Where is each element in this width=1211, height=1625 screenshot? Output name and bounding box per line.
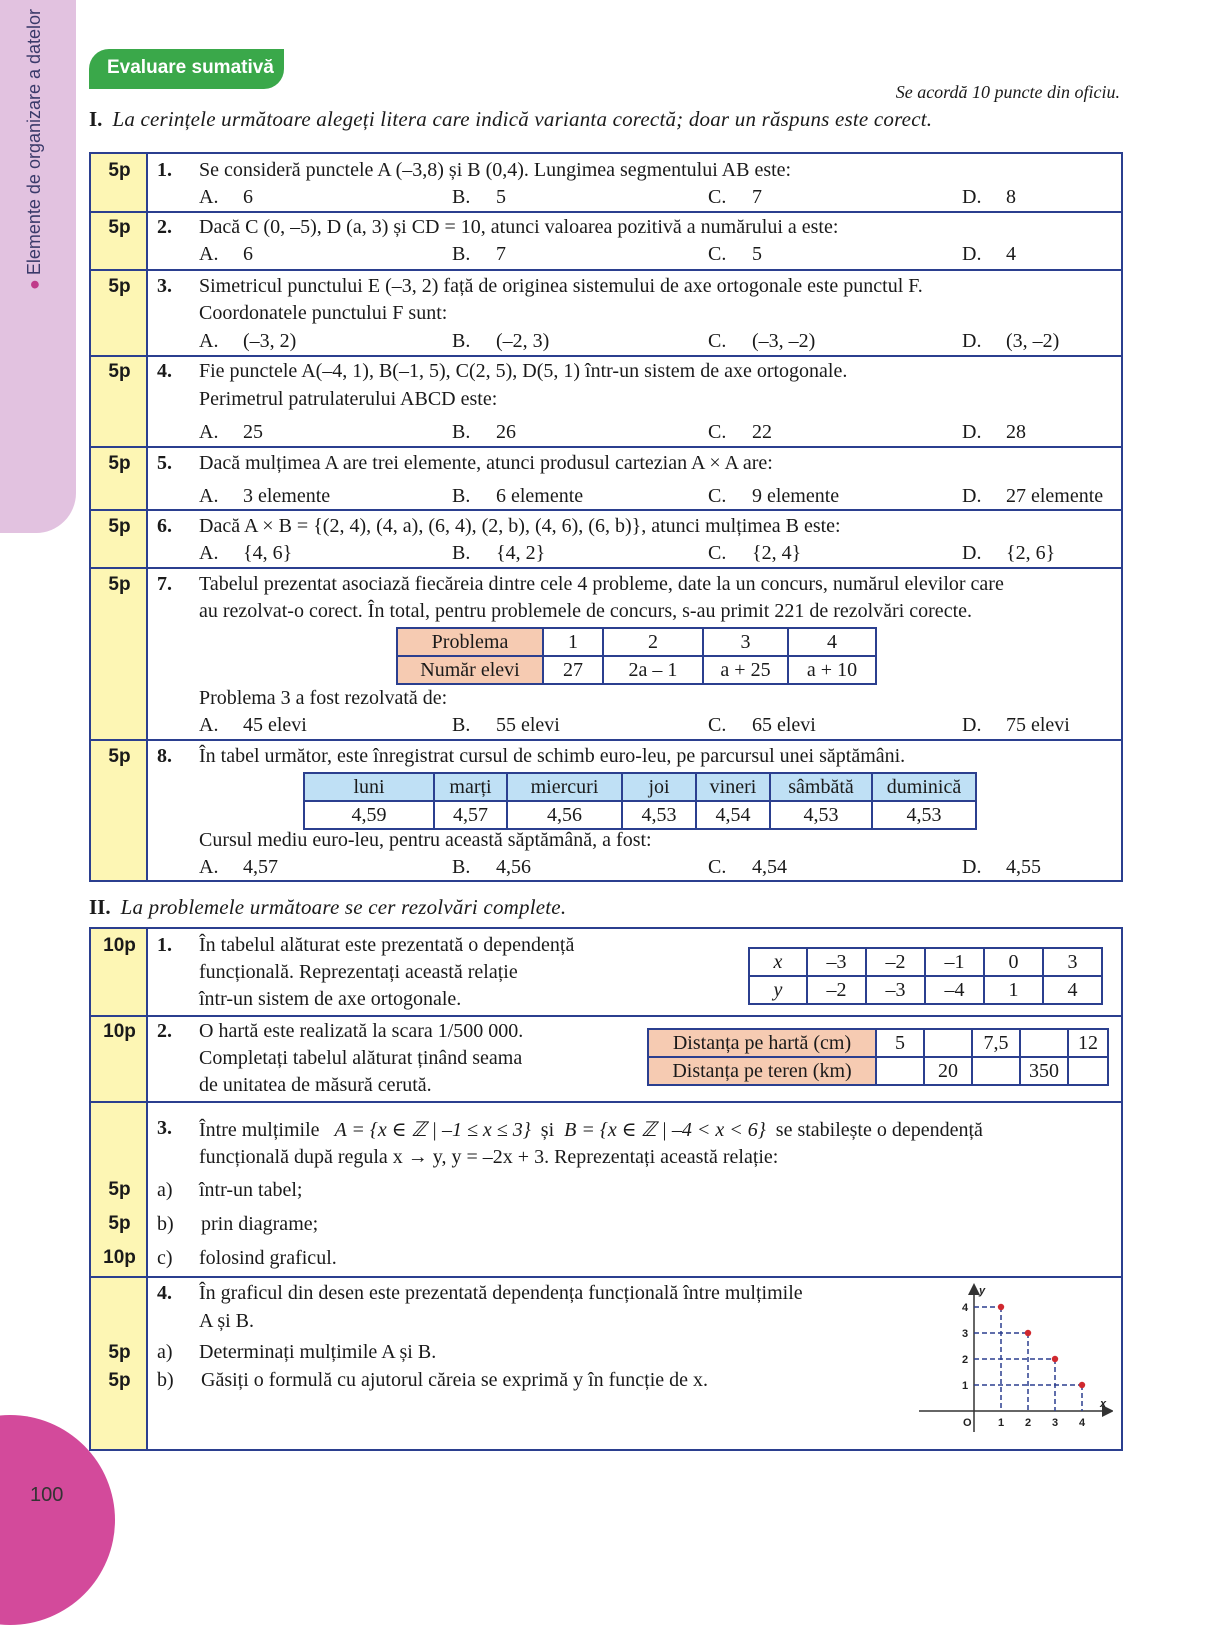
cell: 3 bbox=[1043, 948, 1102, 976]
cell: 1 bbox=[984, 976, 1043, 1004]
points: 5p bbox=[108, 361, 131, 382]
subitem-label: c) bbox=[157, 1247, 173, 1269]
graph-point bbox=[1025, 1330, 1031, 1336]
option-b[interactable]: B. {4, 2} bbox=[452, 542, 546, 564]
question-number: 6. bbox=[157, 515, 172, 537]
points: 5p bbox=[108, 276, 131, 297]
cell[interactable]: 5 bbox=[876, 1029, 924, 1057]
cell[interactable] bbox=[924, 1029, 972, 1057]
points: 10p bbox=[103, 1021, 136, 1042]
section-1-heading: I. La cerințele următoare alegeți litera care indică varianta corectă; doar un răspuns este corect. bbox=[89, 107, 933, 131]
cell: –2 bbox=[866, 948, 925, 976]
option-b[interactable]: B. 6 elemente bbox=[452, 485, 584, 507]
cell[interactable]: 7,5 bbox=[972, 1029, 1020, 1057]
day-cell: duminică bbox=[872, 773, 976, 801]
cell: –4 bbox=[925, 976, 984, 1004]
subitem-text: folosind graficul. bbox=[199, 1247, 337, 1269]
cell: –3 bbox=[807, 948, 866, 976]
problem-number: 4. bbox=[157, 1282, 172, 1304]
y-tick-label: 4 bbox=[962, 1302, 969, 1314]
question-text-line-1: Fie punctele A(–4, 1), B(–1, 5), C(2, 5), D(5, 1) într-un sistem de axe ortogonale. bbox=[199, 360, 848, 382]
cell: 4 bbox=[788, 628, 876, 656]
question-text: Dacă mulțimea A are trei elemente, atunci produsul cartezian A × A are: bbox=[199, 452, 773, 474]
cell: a + 25 bbox=[703, 656, 788, 684]
set-a: A = {x ∈ ℤ | –1 ≤ x ≤ 3} bbox=[334, 1119, 531, 1141]
cell: 3 bbox=[703, 628, 788, 656]
question-text: În tabel următor, este înregistrat cursul de schimb euro-leu, pe parcursul unei săptămâni. bbox=[199, 745, 906, 767]
question-number: 5. bbox=[157, 452, 172, 474]
option-a[interactable]: A. 25 bbox=[199, 421, 263, 443]
problem-text-line-3: de unitatea de măsură cerută. bbox=[199, 1074, 432, 1096]
cell: –1 bbox=[925, 948, 984, 976]
subitem-label: a) bbox=[157, 1341, 173, 1363]
problem-number: 1. bbox=[157, 934, 172, 956]
question-7 bbox=[91, 567, 1121, 741]
y-tick-label: 3 bbox=[962, 1328, 969, 1340]
problems-section-table bbox=[89, 927, 1123, 1451]
cell[interactable]: 20 bbox=[924, 1057, 972, 1085]
cell: 2a – 1 bbox=[603, 656, 703, 684]
option-c[interactable]: C. (–3, –2) bbox=[708, 330, 816, 352]
header-cell: Număr elevi bbox=[397, 656, 543, 684]
problem-number: 2. bbox=[157, 1020, 172, 1042]
option-c[interactable]: C. 7 bbox=[708, 186, 762, 208]
rate-cell: 4,57 bbox=[434, 801, 507, 829]
multiple-choice-table bbox=[89, 152, 1123, 882]
subitem-text: Determinați mulțimile A și B. bbox=[199, 1341, 437, 1363]
page-number: 100 bbox=[30, 1484, 64, 1506]
question-text-line-3: Problema 3 a fost rezolvată de: bbox=[199, 687, 448, 709]
map-scale-table bbox=[647, 1028, 1109, 1086]
problem-text-line-2: A și B. bbox=[199, 1310, 255, 1332]
origin-label: O bbox=[963, 1417, 972, 1429]
option-b[interactable]: B. 26 bbox=[452, 421, 516, 443]
question-text: Dacă A × B = {(2, 4), (4, a), (6, 4), (2, b), (4, 6), (6, b)}, atunci mulțimea B este: bbox=[199, 515, 841, 537]
question-number: 2. bbox=[157, 216, 172, 238]
points: 5p bbox=[108, 1370, 131, 1391]
question-8 bbox=[91, 739, 1121, 880]
option-b[interactable]: B. 55 elevi bbox=[452, 714, 560, 736]
question-number: 3. bbox=[157, 275, 172, 297]
question-number: 1. bbox=[157, 159, 172, 181]
graph-point bbox=[1079, 1382, 1085, 1388]
header-cell: Distanța pe hartă (cm) bbox=[648, 1029, 876, 1057]
problem-text-line-2: funcțională după regula x → y, y = –2x + 3. Reprezentați această relație: bbox=[199, 1146, 779, 1168]
section-badge: Evaluare sumativă bbox=[89, 49, 284, 89]
points: 5p bbox=[108, 1213, 131, 1234]
subitem-label: b) bbox=[157, 1369, 174, 1391]
question-3 bbox=[91, 269, 1121, 357]
cell[interactable] bbox=[1068, 1057, 1108, 1085]
option-d[interactable]: D. 27 elemente bbox=[962, 485, 1104, 507]
points: 5p bbox=[108, 160, 131, 181]
option-b[interactable]: B. 4,56 bbox=[452, 856, 531, 878]
question-number: 4. bbox=[157, 360, 172, 382]
problems-table bbox=[396, 627, 877, 685]
cell[interactable] bbox=[1020, 1029, 1068, 1057]
subitem-text: Găsiți o formulă cu ajutorul căreia se exprimă y în funcție de x. bbox=[201, 1369, 709, 1391]
bonus-points-note: Se acordă 10 puncte din oficiu. bbox=[895, 82, 1120, 102]
graph-point bbox=[998, 1304, 1004, 1310]
cell: –2 bbox=[807, 976, 866, 1004]
x-tick-label: 3 bbox=[1052, 1417, 1059, 1429]
day-cell: vineri bbox=[696, 773, 770, 801]
cell: a + 10 bbox=[788, 656, 876, 684]
option-b[interactable]: B. 5 bbox=[452, 186, 506, 208]
y-tick-label: 1 bbox=[962, 1380, 969, 1392]
function-graph bbox=[913, 1280, 1113, 1440]
option-c[interactable]: C. 4,54 bbox=[708, 856, 787, 878]
cell[interactable]: 350 bbox=[1020, 1057, 1068, 1085]
question-2 bbox=[91, 211, 1121, 271]
chapter-title: ●Elemente de organizare a datelor bbox=[24, 8, 44, 290]
question-4 bbox=[91, 355, 1121, 448]
rate-cell: 4,54 bbox=[696, 801, 770, 829]
option-d[interactable]: D. (3, –2) bbox=[962, 330, 1060, 352]
option-c[interactable]: C. 65 elevi bbox=[708, 714, 816, 736]
problem-2 bbox=[91, 1015, 1121, 1103]
header-cell: x bbox=[749, 948, 807, 976]
subitem-label: a) bbox=[157, 1179, 173, 1201]
option-d[interactable]: D. 4 bbox=[962, 243, 1016, 265]
points: 5p bbox=[108, 217, 131, 238]
cell[interactable]: 12 bbox=[1068, 1029, 1108, 1057]
option-d[interactable]: D. 8 bbox=[962, 186, 1016, 208]
question-text: Dacă C (0, –5), D (a, 3) și CD = 10, atunci valoarea pozitivă a numărului a este: bbox=[199, 216, 839, 238]
problem-number: 3. bbox=[157, 1117, 172, 1139]
set-b: B = {x ∈ ℤ | –4 < x < 6} bbox=[564, 1119, 766, 1141]
rate-cell: 4,53 bbox=[622, 801, 696, 829]
points: 10p bbox=[103, 935, 136, 956]
cell: 4 bbox=[1043, 976, 1102, 1004]
option-a[interactable]: A. 4,57 bbox=[199, 856, 278, 878]
question-1 bbox=[91, 154, 1121, 213]
graph-point bbox=[1052, 1356, 1058, 1362]
rate-cell: 4,53 bbox=[770, 801, 872, 829]
problem-text-line-1: În graficul din desen este prezentată dependența funcțională între mulțimile bbox=[199, 1282, 803, 1304]
option-c[interactable]: C. 9 elemente bbox=[708, 485, 840, 507]
cell: –3 bbox=[866, 976, 925, 1004]
option-d[interactable]: D. 28 bbox=[962, 421, 1026, 443]
option-a[interactable]: A. {4, 6} bbox=[199, 542, 293, 564]
question-5 bbox=[91, 446, 1121, 511]
option-c[interactable]: C. {2, 4} bbox=[708, 542, 802, 564]
option-d[interactable]: D. 4,55 bbox=[962, 856, 1041, 878]
points: 5p bbox=[108, 574, 131, 595]
problem-3 bbox=[91, 1101, 1121, 1278]
points: 5p bbox=[108, 1342, 131, 1363]
option-d[interactable]: D. 75 elevi bbox=[962, 714, 1070, 736]
y-tick-label: 2 bbox=[962, 1354, 969, 1366]
cell: 27 bbox=[543, 656, 603, 684]
question-text-line-2: Coordonatele punctului F sunt: bbox=[199, 302, 448, 324]
rate-cell: 4,59 bbox=[304, 801, 434, 829]
question-text-line-2: au rezolvat-o corect. În total, pentru problemele de concurs, s-au primit 221 de rezolvări corecte. bbox=[199, 600, 972, 622]
function-table bbox=[748, 947, 1103, 1005]
cell[interactable] bbox=[876, 1057, 924, 1085]
option-a[interactable]: A. 3 elemente bbox=[199, 485, 331, 507]
problem-1 bbox=[91, 929, 1121, 1017]
cell: 0 bbox=[984, 948, 1043, 976]
cell[interactable] bbox=[972, 1057, 1020, 1085]
day-cell: joi bbox=[622, 773, 696, 801]
option-a[interactable]: A. 6 bbox=[199, 243, 253, 265]
x-tick-label: 2 bbox=[1025, 1417, 1032, 1429]
problem-text-line-2: Completați tabelul alăturat ținând seama bbox=[199, 1047, 523, 1069]
problem-4 bbox=[91, 1276, 1121, 1449]
option-a[interactable]: A. 6 bbox=[199, 186, 253, 208]
exchange-rate-table bbox=[303, 772, 977, 830]
problem-text-line-1: O hartă este realizată la scara 1/500 000. bbox=[199, 1020, 524, 1042]
x-axis-label: x bbox=[1100, 1398, 1107, 1410]
option-b[interactable]: B. (–2, 3) bbox=[452, 330, 550, 352]
option-b[interactable]: B. 7 bbox=[452, 243, 506, 265]
question-text-line-1: Simetricul punctului E (–3, 2) față de originea sistemului de axe ortogonale este punctul F. bbox=[199, 275, 923, 297]
x-tick-label: 1 bbox=[998, 1417, 1005, 1429]
option-d[interactable]: D. {2, 6} bbox=[962, 542, 1056, 564]
question-number: 8. bbox=[157, 745, 172, 767]
option-c[interactable]: C. 22 bbox=[708, 421, 772, 443]
subitem-text: într-un tabel; bbox=[199, 1179, 303, 1201]
rate-cell: 4,53 bbox=[872, 801, 976, 829]
day-cell: luni bbox=[304, 773, 434, 801]
header-cell: Problema bbox=[397, 628, 543, 656]
question-text-line-1: Tabelul prezentat asociază fiecăreia dintre cele 4 probleme, date la un concurs, numărul elevilor care bbox=[199, 573, 1004, 595]
problem-text-line-1: Între mulțimile A = {x ∈ ℤ | –1 ≤ x ≤ 3} și B = {x ∈ ℤ | –4 < x < 6} se stabilește o dependență bbox=[199, 1119, 983, 1141]
question-number: 7. bbox=[157, 573, 172, 595]
day-cell: miercuri bbox=[507, 773, 622, 801]
y-axis-label: y bbox=[979, 1285, 986, 1297]
problem-text-line-1: În tabelul alăturat este prezentată o dependență bbox=[199, 934, 575, 956]
day-cell: sâmbătă bbox=[770, 773, 872, 801]
question-text: Se consideră punctele A (–3,8) și B (0,4). Lungimea segmentului AB este: bbox=[199, 159, 792, 181]
question-text-line-2: Cursul mediu euro-leu, pentru această săptămână, a fost: bbox=[199, 829, 652, 851]
points: 10p bbox=[103, 1247, 136, 1268]
header-cell: y bbox=[749, 976, 807, 1004]
day-cell: marți bbox=[434, 773, 507, 801]
header-cell: Distanța pe teren (km) bbox=[648, 1057, 876, 1085]
question-6 bbox=[91, 509, 1121, 569]
cell: 2 bbox=[603, 628, 703, 656]
bullet-icon: ● bbox=[24, 279, 44, 290]
rate-cell: 4,56 bbox=[507, 801, 622, 829]
points: 5p bbox=[108, 1179, 131, 1200]
subitem-label: b) bbox=[157, 1213, 174, 1235]
points: 5p bbox=[108, 746, 131, 767]
option-c[interactable]: C. 5 bbox=[708, 243, 762, 265]
x-tick-label: 4 bbox=[1079, 1417, 1086, 1429]
option-a[interactable]: A. (–3, 2) bbox=[199, 330, 297, 352]
problem-text-line-2: funcțională. Reprezentați această relație bbox=[199, 961, 518, 983]
problem-text-line-3: într-un sistem de axe ortogonale. bbox=[199, 988, 462, 1010]
question-text-line-2: Perimetrul patrulaterului ABCD este: bbox=[199, 388, 498, 410]
section-2-heading: II. La problemele următoare se cer rezolvări complete. bbox=[89, 895, 567, 919]
points: 5p bbox=[108, 453, 131, 474]
cell: 1 bbox=[543, 628, 603, 656]
points: 5p bbox=[108, 516, 131, 537]
option-a[interactable]: A. 45 elevi bbox=[199, 714, 307, 736]
subitem-text: prin diagrame; bbox=[201, 1213, 319, 1235]
